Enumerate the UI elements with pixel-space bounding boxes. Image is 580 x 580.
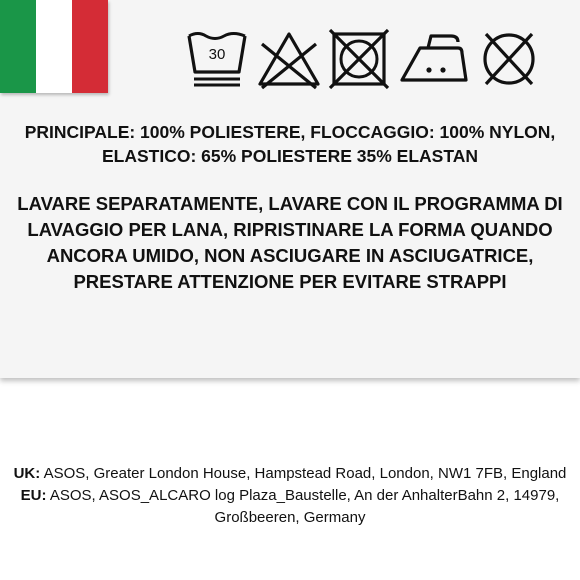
eu-address-text: ASOS, ASOS_ALCARO log Plaza_Baustelle, An der AnhalterBahn 2, 14979, Großbeeren, Germany [49,487,560,526]
eu-address [10,485,570,529]
do-not-dry-clean-icon [478,28,540,90]
iron-low-heat-icon [398,28,472,90]
uk-address-label: UK: [13,465,41,482]
italy-flag [0,0,108,93]
manufacturer-addresses [10,463,570,529]
do-not-tumble-dry-icon [328,28,390,90]
flag-red-stripe [72,0,108,93]
care-symbols-row [186,28,556,90]
eu-address-label: EU: [20,487,47,504]
wash-temperature: 30 [208,46,226,63]
do-not-bleach-icon [256,28,322,90]
flag-green-stripe [0,0,36,93]
uk-address-text: ASOS, Greater London House, Hampstead Road, London, NW1 7FB, England [43,465,567,482]
wash-30-icon [186,28,248,90]
flag-white-stripe [36,0,72,93]
fabric-composition: PRINCIPALE: 100% POLIESTERE, FLOCCAGGIO: 100% NYLON, ELASTICO: 65% POLIESTERE 35% ELASTAN [24,122,556,166]
care-instructions: LAVARE SEPARATAMENTE, LAVARE CON IL PROGRAMMA DI LAVAGGIO PER LANA, RIPRISTINARE LA FORMA QUANDO ANCORA UMIDO, NON ASCIUGARE IN ASCIUGATRICE, PRESTARE ATTENZIONE PER EVITARE STRAPPI [17,193,563,292]
uk-address [10,463,570,485]
